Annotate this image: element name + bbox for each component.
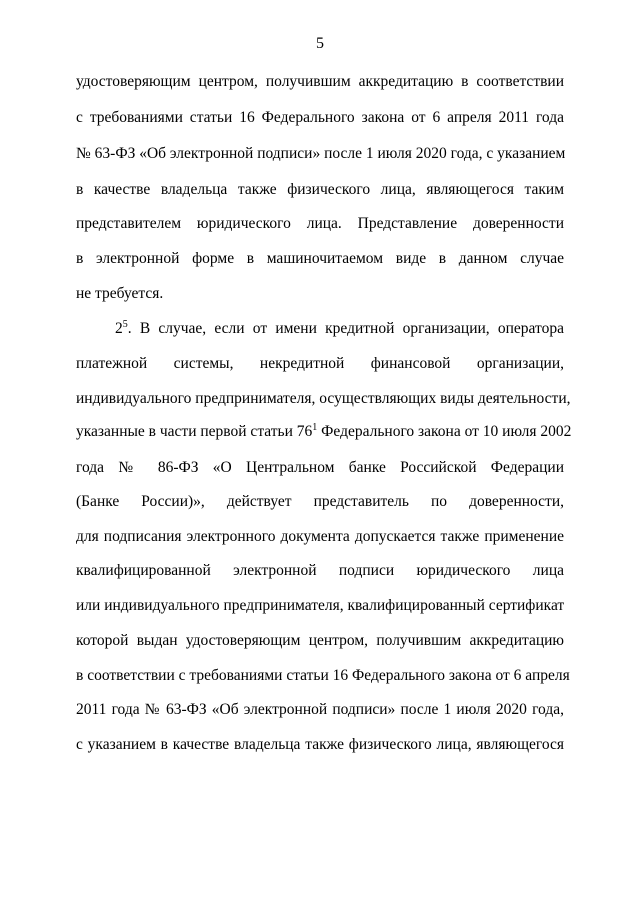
paragraph-number-superscript: 5 <box>122 319 128 330</box>
text-line: с указанием в качестве владельца также физического лица, являющегося <box>76 736 564 753</box>
text-line: не требуется. <box>76 285 164 302</box>
text-fragment: указанные в части первой статьи 76 <box>76 423 313 440</box>
text-line: № 63-ФЗ «Об электронной подписи» после 1 июля 2020 года, с указанием <box>76 145 566 162</box>
text-line: которой выдан удостоверяющим центром, получившим аккредитацию <box>76 632 564 649</box>
text-line: удостоверяющим центром, получившим аккредитацию в соответствии <box>76 73 564 90</box>
text-line-with-superscript <box>76 422 572 442</box>
text-line: для подписания электронного документа допускается также применение <box>76 528 564 545</box>
text-line: с требованиями статьи 16 Федерального закона от 6 апреля 2011 года <box>76 109 564 126</box>
paragraph-first-line <box>115 319 564 339</box>
text-line: в электронной форме в машиночитаемом виде в данном случае <box>76 250 564 267</box>
paragraph-number: 2 <box>115 320 123 337</box>
text-line: года № 86-ФЗ «О Центральном банке Российской Федерации <box>76 459 564 476</box>
text-fragment: . В случае, если от имени кредитной организации, оператора <box>127 320 564 337</box>
text-line: в соответствии с требованиями статьи 16 Федерального закона от 6 апреля <box>76 667 570 684</box>
text-line: платежной системы, некредитной финансовой организации, <box>76 355 564 372</box>
text-line: 2011 года № 63-ФЗ «Об электронной подписи» после 1 июля 2020 года, <box>76 701 564 718</box>
text-line: квалифицированной электронной подписи юридического лица <box>76 562 564 579</box>
text-line: или индивидуального предпринимателя, квалифицированный сертификат <box>76 597 565 614</box>
text-line: (Банке России)», действует представитель по доверенности, <box>76 493 564 510</box>
article-superscript: 1 <box>312 422 318 433</box>
text-line: индивидуального предпринимателя, осуществляющих виды деятельности, <box>76 390 571 407</box>
page-number: 5 <box>316 35 324 52</box>
text-fragment: Федерального закона от 10 июля 2002 <box>317 423 572 440</box>
text-line: в качестве владельца также физического лица, являющегося таким <box>76 181 564 198</box>
text-line: представителем юридического лица. Представление доверенности <box>76 215 564 232</box>
